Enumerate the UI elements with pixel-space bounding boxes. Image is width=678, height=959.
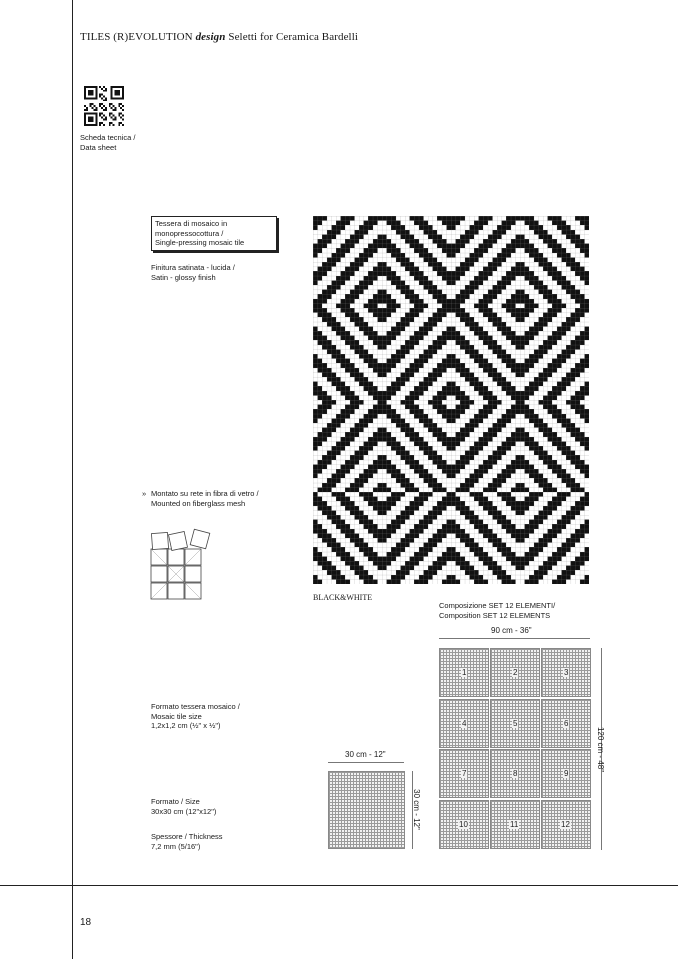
footer-rule [0,885,678,886]
set-tile-number: 11 [510,819,519,829]
set-tile-number: 2 [513,668,518,677]
set-tile [541,699,591,748]
set-tile-number: 3 [564,668,569,677]
mosaic-size-label [151,702,240,731]
mounting-label [142,489,259,508]
mosaic-size-line-1: Formato tessera mosaico / [151,702,240,711]
set-tile-number: 8 [513,769,518,778]
thickness-line-2: 7,2 mm (5/16") [151,841,201,851]
set-height-dimension: 120 cm - 48" [596,726,606,773]
tile-type-line-1: Tessera di mosaico in [155,219,228,228]
set-width-dimension: 90 cm - 36" [491,626,532,635]
set-tile [439,749,489,798]
black-white-mosaic-pattern [313,216,589,584]
set-tile [490,648,540,697]
single-width-dimension: 30 cm - 12" [345,750,386,759]
set-tile-number: 10 [459,819,468,829]
set-tile [490,800,540,849]
finish-line-1: Finitura satinata - lucida / [151,263,235,272]
set-tile-number: 7 [462,769,467,778]
set-tile [490,699,540,748]
qr-code-icon[interactable] [84,86,124,126]
set-tile-number: 6 [564,718,569,728]
mosaic-size-line-3: 1,2x1,2 cm (½" x ½") [151,721,221,730]
set-tile [439,699,489,748]
datasheet-label [80,133,135,152]
datasheet-line-2: Data sheet [80,142,117,152]
set-tile-number: 1 [462,668,467,677]
set-tile [439,800,489,849]
format-label [151,797,216,816]
bullet-icon: » [142,489,147,498]
tile-type-box [151,216,277,251]
tile-type-line-3: Single-pressing mosaic tile [155,238,245,247]
set-tile [541,749,591,798]
set-tile [490,749,540,798]
page-header [80,31,358,43]
set-tile-number: 9 [564,769,569,778]
set-tile-number: 4 [462,718,467,728]
set-tile [541,800,591,849]
set-tile-number: 5 [513,718,518,728]
header-title: TILES (R)EVOLUTION [80,31,193,43]
header-design: design [195,31,226,43]
mesh-mounting-icon [150,527,216,601]
thickness-line-1: Spessore / Thickness [151,832,223,841]
set-tile [541,648,591,697]
single-width-line [328,762,404,763]
datasheet-line-1: Scheda tecnica / [80,133,136,142]
set-width-line [439,638,590,639]
page-number: 18 [80,917,92,928]
finish-line-2: Satin - glossy finish [151,272,216,282]
single-height-dimension: 30 cm - 12" [411,789,421,830]
set-tile [439,648,489,697]
vertical-rule [72,0,73,959]
mounting-line-2: Mounted on fiberglass mesh [151,498,246,508]
header-brand: Seletti for Ceramica Bardelli [228,31,359,43]
thickness-label [151,832,223,851]
finish-label [151,263,235,282]
composition-line-2: Composition SET 12 ELEMENTS [439,610,551,620]
format-line-2: 30x30 cm (12"x12") [151,806,217,816]
mounting-line-1: Montato su rete in fibra di vetro / [151,489,259,498]
tile-type-line-2: monopressocottura / [155,228,224,238]
single-tile-30x30 [328,771,405,849]
composition-label [439,601,555,620]
mosaic-size-line-2: Mosaic tile size [151,711,202,721]
pattern-name: BLACK&WHITE [313,593,373,602]
composition-line-1: Composizione SET 12 ELEMENTI/ [439,601,556,610]
format-line-1: Formato / Size [151,797,200,806]
set-tile-number: 12 [561,819,570,829]
